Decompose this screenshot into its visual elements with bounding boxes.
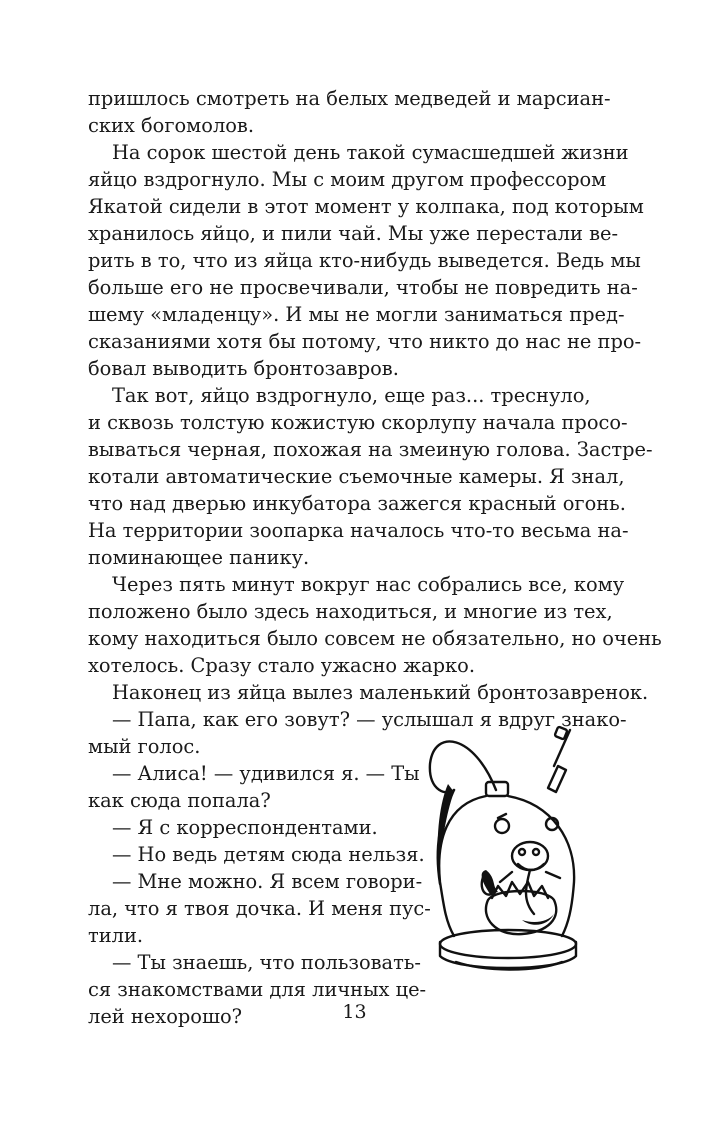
text-line: ся знакомствами для личных це- [88,978,427,1001]
text-line: кому находиться было совсем не обязательно, но очень [88,627,662,650]
text-line: котали автоматические съемочные камеры. Я знал, [88,465,625,488]
text-line: — Я с корреспондентами. [112,816,378,839]
text-line: Через пять минут вокруг нас собрались все, кому [112,573,625,596]
text-line: шему «младенцу». И мы не могли заниматься пред- [88,303,625,326]
text-line: пришлось смотреть на белых медведей и марсиан- [88,87,611,110]
text-line: сказаниями хотя бы потому, что никто до нас не про- [88,330,642,353]
text-line: яйцо вздрогнуло. Мы с моим другом профессором [88,168,607,191]
text-line: — Но ведь детям сюда нельзя. [112,843,425,866]
text-line: как сюда попала? [88,789,271,812]
text-line: — Папа, как его зовут? — услышал я вдруг знако- [112,708,627,731]
text-line: лей нехорошо? [88,1005,243,1028]
page-number: 13 [342,1001,367,1023]
text-line: больше его не просвечивали, чтобы не повредить на- [88,276,638,299]
text-line: — Ты знаешь, что пользовать- [112,951,421,974]
text-line: Наконец из яйца вылез маленький бронтозавренок. [112,681,649,704]
text-line: и сквозь толстую кожистую скорлупу начала просо- [88,411,628,434]
text-line: бовал выводить бронтозавров. [88,357,399,380]
text-line: — Алиса! — удивился я. — Ты [112,762,420,785]
text-line: — Мне можно. Я всем говори- [112,870,423,893]
text-line: мый голос. [88,735,201,758]
text-line: хотелось. Сразу стало ужасно жарко. [88,654,476,677]
text-line: что над дверью инкубатора зажегся красный огонь. [88,492,626,515]
incubator-illustration [426,722,594,976]
text-line: На территории зоопарка началось что-то весьма на- [88,519,629,542]
text-line: поминающее панику. [88,546,310,569]
text-line: вываться черная, похожая на змеиную голова. Застре- [88,438,653,461]
text-line: положено было здесь находиться, и многие из тех, [88,600,613,623]
text-line: ских богомолов. [88,114,255,137]
text-line: рить в то, что из яйца кто-нибудь выведется. Ведь мы [88,249,641,272]
text-line: ла, что я твоя дочка. И меня пус- [88,897,431,920]
text-line: тили. [88,924,144,947]
text-line: Так вот, яйцо вздрогнуло, еще раз... треснуло, [112,384,591,407]
text-line: хранилось яйцо, и пили чай. Мы уже перестали ве- [88,222,619,245]
text-line: Якатой сидели в этот момент у колпака, под которым [88,195,644,218]
text-line: На сорок шестой день такой сумасшедшей жизни [112,141,629,164]
